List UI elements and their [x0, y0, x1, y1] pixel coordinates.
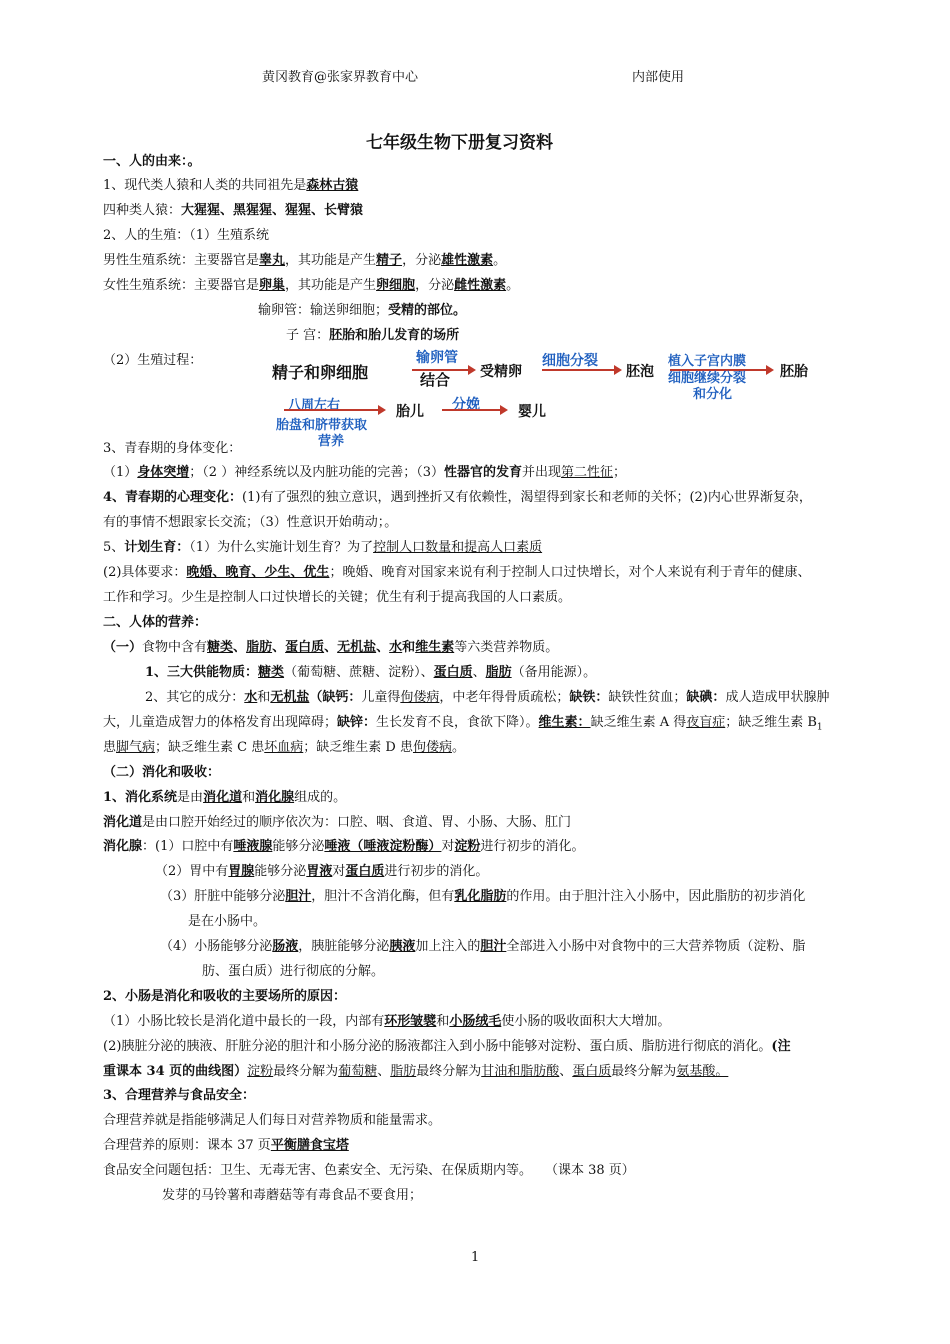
text-line: 消化道是由口腔开始经过的顺序依次为：口腔、咽、食道、胃、小肠、大肠、肛门 [103, 815, 572, 830]
text-line: （1）小肠比较长是消化道中最长的一段，内部有环形皱襞和小肠绒毛使小肠的吸收面积大大增加。 [103, 1014, 671, 1029]
text-line: 消化腺：(1）口腔中有唾液腺能够分泌唾液（唾液淀粉酶）对淀粉进行初步的消化。 [103, 839, 585, 854]
diagram-node: 胚胎 [780, 364, 808, 380]
text-line: 发芽的马铃薯和毒蘑菇等有毒食品不要食用； [162, 1188, 423, 1203]
text-line: 是在小肠中。 [188, 914, 267, 929]
header-right: 内部使用 [632, 70, 685, 85]
page-title: 七年级生物下册复习资料 [366, 133, 553, 153]
text-line: 2、其它的成分：水和无机盐（缺钙：儿童得佝偻病，中老年得骨质疏松；缺铁：缺铁性贫血；缺碘：成人造成甲状腺肿 [145, 690, 830, 705]
diagram-node: 婴儿 [518, 404, 546, 420]
diagram-node: 胚泡 [626, 364, 654, 380]
diagram-label: 分娩 [452, 397, 480, 413]
text-line: 重课本 34 页的曲线图）淀粉最终分解为葡萄糖、脂肪最终分解为甘油和脂肪酸、蛋白质最终分解为氨基酸。 [103, 1064, 729, 1079]
text-line: (2)胰脏分泌的胰液、肝脏分泌的胆汁和小肠分泌的肠液都注入到小肠中能够对淀粉、蛋白质、脂肪进行彻底的消化。(注 [103, 1039, 791, 1054]
diagram-label: 八周左右 [288, 398, 341, 413]
text-line: 3、青春期的身体变化： [103, 441, 242, 456]
text-line: （3）肝脏中能够分泌胆汁，胆汁不含消化酶，但有乳化脂肪的作用。由于胆汁注入小肠中，因此脂肪的初步消化 [160, 889, 806, 904]
text-line: 男性生殖系统：主要器官是睾丸，其功能是产生精子，分泌雄性激素。 [103, 253, 507, 268]
text-line: 大，儿童造成智力的体格发育出现障碍；缺锌：生长发育不良，食欲下降）。维生素：缺乏维生素 A 得夜盲症；缺乏维生素 $B_1$ [103, 715, 823, 733]
section-heading: 一、人的由来：。 [103, 154, 201, 169]
text-line: 2、人的生殖：（1）生殖系统 [103, 228, 270, 243]
text-line: 3、合理营养与食品安全： [103, 1088, 256, 1103]
text-line: 子 宫：胚胎和胎儿发育的场所 [286, 328, 460, 343]
text-line: 合理营养的原则：课本 37 页平衡膳食宝塔 [103, 1138, 349, 1153]
text-line: （1）身体突增；（2 ）神经系统以及内脏功能的完善；（3）性器官的发育并出现第二性征； [103, 465, 627, 480]
text-line: （2）生殖过程： [103, 353, 203, 368]
diagram-label: 结合 [420, 371, 451, 389]
subsection-heading: （二）消化和吸收： [103, 765, 221, 780]
text-line: 5、计划生育：（1）为什么实施计划生育？为了控制人口数量和提高人口素质 [103, 540, 543, 555]
diagram-label: 营养 [318, 434, 345, 449]
diagram-node: 精子和卵细胞 [272, 363, 369, 382]
text-line: 有的事情不想跟家长交流；（3）性意识开始萌动；。 [103, 515, 398, 530]
text-line: 2、小肠是消化和吸收的主要场所的原因： [103, 989, 347, 1004]
diagram-node: 胎儿 [396, 404, 424, 420]
page-number: 1 [471, 1250, 480, 1265]
text-line: 患脚气病；缺乏维生素 C 患坏血病；缺乏维生素 D 患佝偻病。 [103, 740, 465, 755]
text-line: 四种类人猿：大猩猩、黑猩猩、猩猩、长臂猿 [103, 203, 364, 218]
diagram-node: 受精卵 [480, 364, 522, 380]
diagram-label: 输卵管 [416, 350, 458, 366]
text-line: 1、三大供能物质：糖类（葡萄糖、蔗糖、淀粉）、蛋白质、脂肪（备用能源）。 [145, 665, 597, 680]
arrow-icon [540, 364, 622, 376]
text-line: 1、消化系统是由消化道和消化腺组成的。 [103, 790, 347, 805]
text-line: 工作和学习。少生是控制人口过快增长的关键；优生有利于提高我国的人口素质。 [103, 590, 572, 605]
text-line: 合理营养就是指能够满足人们每日对营养物质和能量需求。 [103, 1113, 442, 1128]
diagram-label: 细胞继续分裂 [668, 371, 747, 386]
text-line: （2）胃中有胃腺能够分泌胃液对蛋白质进行初步的消化。 [155, 864, 489, 879]
diagram-label: 胎盘和脐带获取 [276, 418, 368, 433]
text-line: 女性生殖系统：主要器官是卵巢，其功能是产生卵细胞，分泌雌性激素。 [103, 278, 520, 293]
text-line: （一）食物中含有糖类、脂肪、蛋白质、无机盐、水和维生素等六类营养物质。 [103, 640, 559, 655]
text-line: 1、现代类人猿和人类的共同祖先是森林古猿 [103, 178, 359, 193]
section-heading: 二、人体的营养： [103, 615, 208, 630]
text-line: (2)具体要求：晚婚、晚育、少生、优生；晚婚、晚育对国家来说有利于控制人口过快增长，对个人来说有利于青年的健康、 [103, 565, 811, 580]
text-line: （4）小肠能够分泌肠液，胰脏能够分泌胰液加上注入的胆汁全部进入小肠中对食物中的三大营养物质（淀粉、脂 [160, 939, 806, 954]
text-line: 食品安全问题包括：卫生、无毒无害、色素安全、无污染、在保质期内等。 （课本 38 页） [103, 1163, 635, 1178]
arrow-icon [440, 404, 508, 416]
diagram-label: 细胞分裂 [542, 353, 598, 369]
text-line: 肪、蛋白质）进行彻底的分解。 [202, 964, 385, 979]
diagram-label: 和分化 [693, 387, 733, 402]
header-left: 黄冈教育@张家界教育中心 [262, 70, 419, 85]
text-line: 输卵管：输送卵细胞；受精的部位。 [258, 303, 467, 318]
diagram-label: 植入子宫内膜 [668, 354, 747, 369]
text-line: 4、青春期的心理变化：(1)有了强烈的独立意识，遇到挫折又有依赖性，渴望得到家长和老师的关怀；(2)内心世界渐复杂， [103, 490, 812, 505]
